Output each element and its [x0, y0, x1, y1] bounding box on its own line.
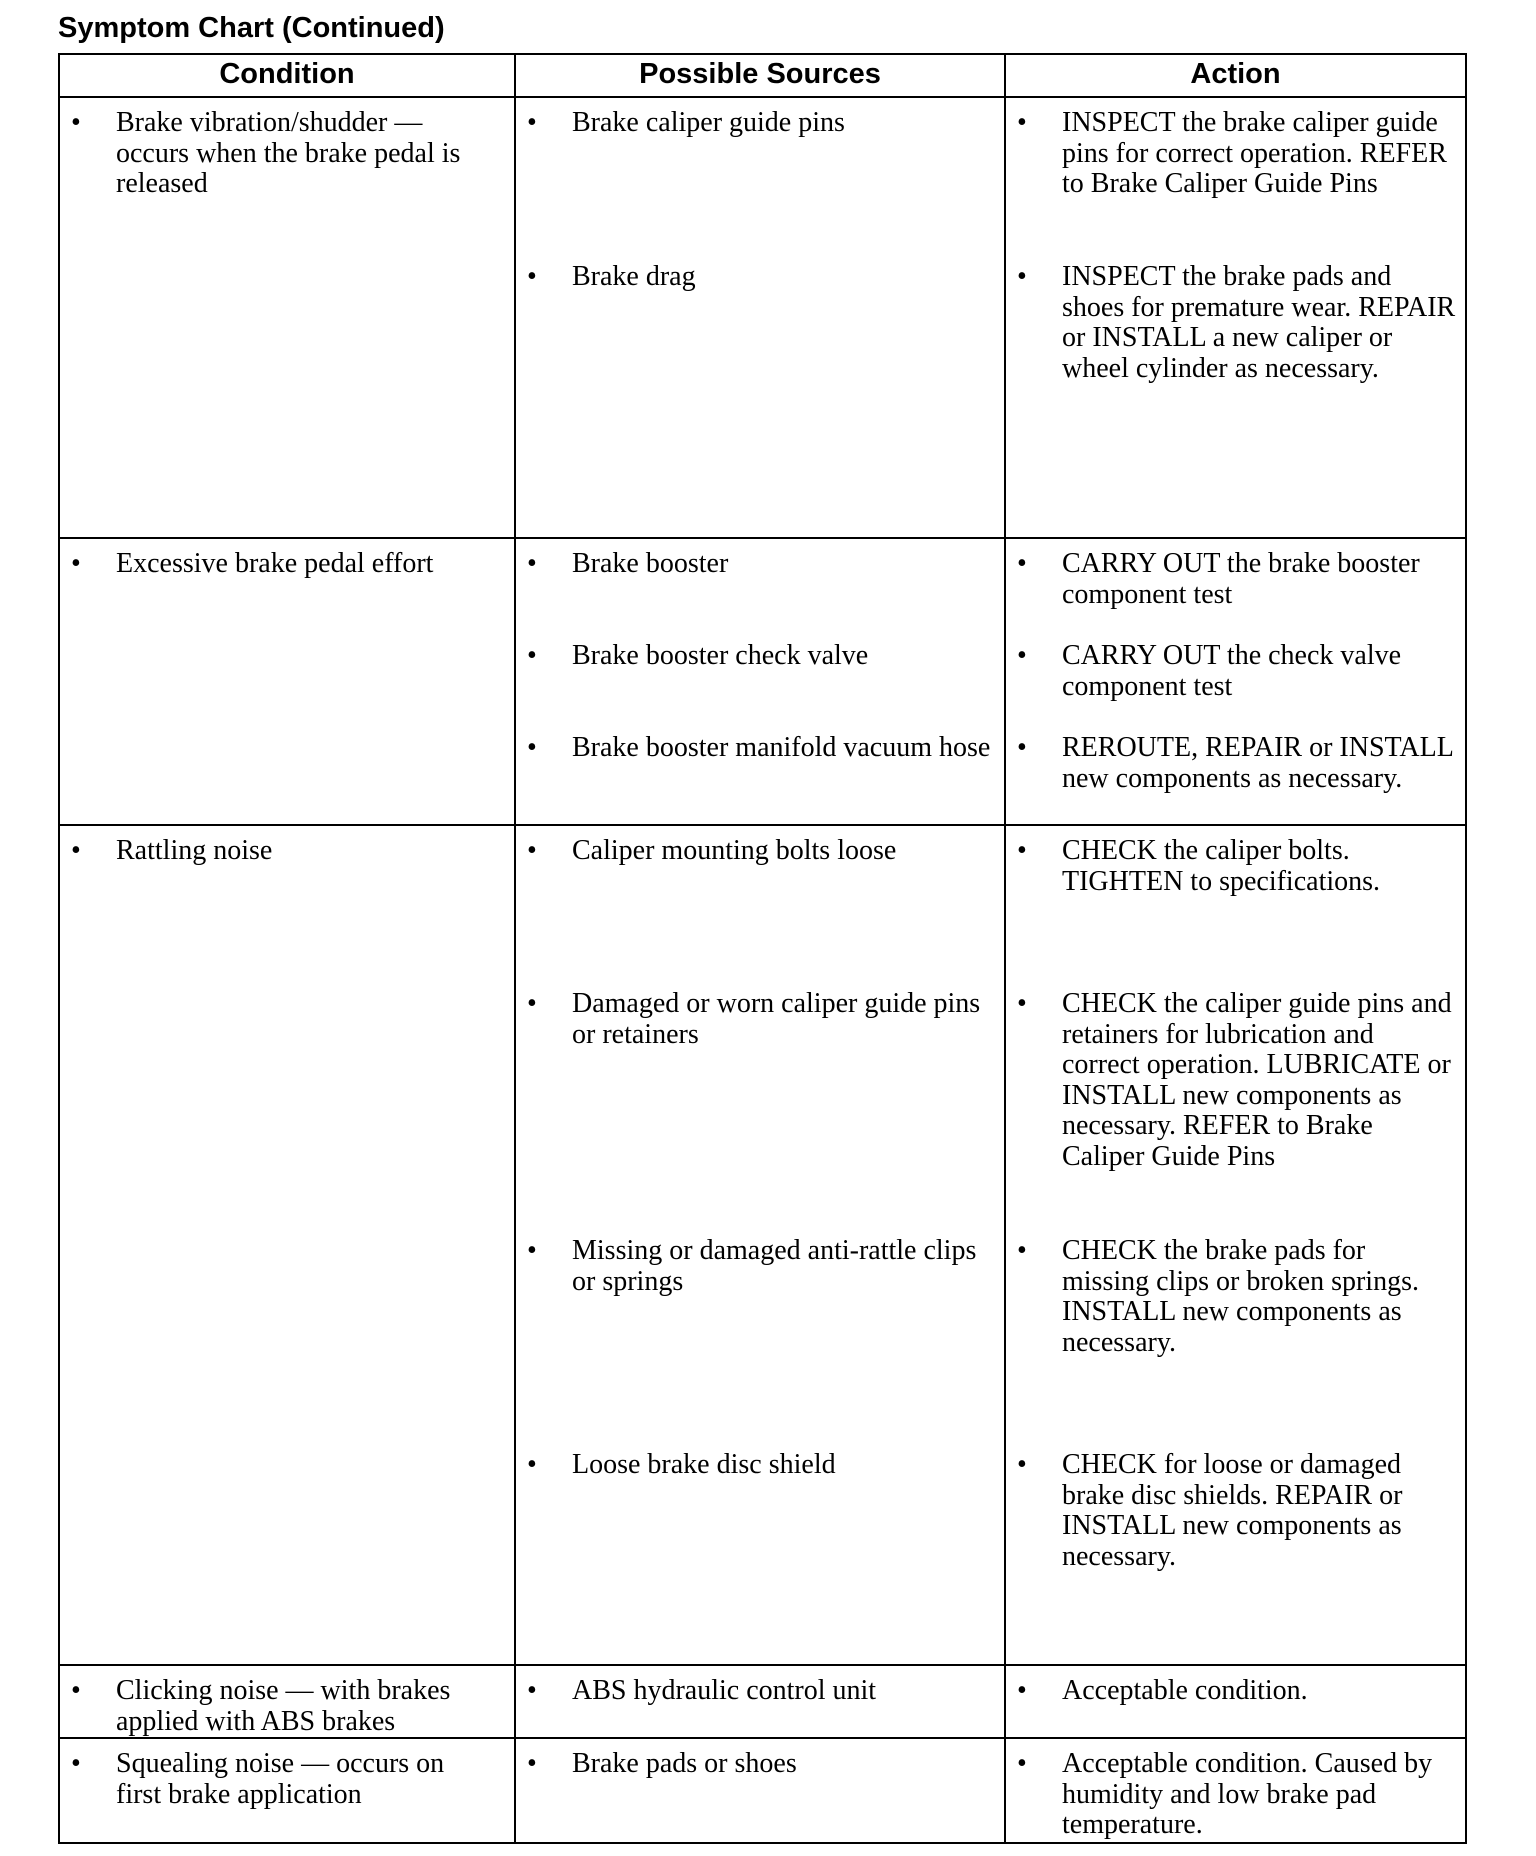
source-entry-text: Brake pads or shoes [572, 1748, 797, 1779]
header-condition: Condition [59, 54, 515, 97]
source-item [516, 1739, 1004, 1839]
action-item [1006, 826, 1465, 979]
source-entry-text: Damaged or worn caliper guide pins or retainers [572, 988, 981, 1050]
action-entry [1006, 723, 1465, 794]
bullet-icon: • [527, 548, 537, 579]
possible-sources-cell [515, 825, 1005, 1665]
bullet-icon: • [71, 107, 81, 138]
action-entry-text: INSPECT the brake caliper guide pins for correct operation. REFER to Brake Caliper Guide Pins [1062, 107, 1447, 199]
bullet-icon: • [1017, 988, 1027, 1019]
action-entry-text: REROUTE, REPAIR or INSTALL new components as necessary. [1062, 732, 1453, 794]
action-entry [1006, 1666, 1465, 1707]
source-entry-text: Loose brake disc shield [572, 1449, 836, 1480]
symptom-table [58, 53, 1467, 1844]
action-item [1006, 539, 1465, 631]
source-entry [516, 539, 1004, 580]
bullet-icon: • [1017, 732, 1027, 763]
source-entry-text: Brake booster [572, 548, 729, 579]
condition-entry [60, 826, 514, 867]
action-item [1006, 252, 1465, 532]
bullet-icon: • [71, 1675, 81, 1706]
action-item [1006, 1226, 1465, 1440]
bullet-icon: • [527, 107, 537, 138]
bullet-icon: • [1017, 1235, 1027, 1266]
action-cell [1005, 1665, 1466, 1738]
bullet-icon: • [527, 261, 537, 292]
action-item [1006, 1739, 1465, 1839]
action-cell [1005, 825, 1466, 1665]
condition-entry-text: Rattling noise [116, 835, 273, 866]
table-row [59, 825, 1466, 1665]
condition-entry [60, 1739, 514, 1810]
source-entry [516, 98, 1004, 139]
source-entry [516, 252, 1004, 293]
source-item [516, 1440, 1004, 1660]
bullet-icon: • [527, 640, 537, 671]
bullet-icon: • [527, 1449, 537, 1480]
bullet-icon: • [1017, 1449, 1027, 1480]
source-entry [516, 723, 1004, 764]
bullet-icon: • [1017, 261, 1027, 292]
action-item [1006, 1666, 1465, 1736]
action-entry-text: CHECK the caliper bolts. TIGHTEN to specifications. [1062, 835, 1381, 897]
source-entry-text: Missing or damaged anti-rattle clips or springs [572, 1235, 977, 1297]
condition-cell [59, 97, 515, 538]
action-entry [1006, 631, 1465, 702]
action-entry-text: CARRY OUT the check valve component test [1062, 640, 1402, 702]
condition-entry-text: Squealing noise — occurs on first brake application [116, 1748, 445, 1810]
source-item [516, 1226, 1004, 1440]
source-entry-text: Brake drag [572, 261, 696, 292]
action-cell [1005, 1738, 1466, 1843]
source-entry-text: ABS hydraulic control unit [572, 1675, 877, 1706]
action-item [1006, 631, 1465, 723]
source-item [516, 1666, 1004, 1736]
table-row [59, 97, 1466, 538]
source-item [516, 631, 1004, 723]
source-entry-text: Brake booster check valve [572, 640, 869, 671]
source-entry-text: Caliper mounting bolts loose [572, 835, 897, 866]
header-row [59, 54, 1466, 97]
bullet-icon: • [527, 988, 537, 1019]
action-entry [1006, 1739, 1465, 1841]
header-possible-sources: Possible Sources [515, 54, 1005, 97]
condition-entry [60, 98, 514, 200]
source-item [516, 98, 1004, 252]
source-entry-text: Brake booster manifold vacuum hose [572, 732, 991, 763]
action-entry [1006, 252, 1465, 384]
action-item [1006, 98, 1465, 252]
action-entry-text: CHECK the brake pads for missing clips or broken springs. INSTALL new components as necessary. [1062, 1235, 1419, 1358]
bullet-icon: • [1017, 548, 1027, 579]
bullet-icon: • [1017, 640, 1027, 671]
condition-entry-text: Excessive brake pedal effort [116, 548, 434, 579]
action-entry [1006, 826, 1465, 897]
page-title: Symptom Chart (Continued) [58, 12, 445, 44]
action-entry-text: CARRY OUT the brake booster component test [1062, 548, 1420, 610]
source-entry [516, 1440, 1004, 1481]
source-item [516, 723, 1004, 823]
source-entry-text: Brake caliper guide pins [572, 107, 845, 138]
condition-cell [59, 1738, 515, 1843]
action-item [1006, 979, 1465, 1226]
source-item [516, 252, 1004, 532]
header-action: Action [1005, 54, 1466, 97]
action-entry-text: CHECK for loose or damaged brake disc shields. REPAIR or INSTALL new components as necessary. [1062, 1449, 1403, 1572]
action-entry [1006, 98, 1465, 200]
action-entry [1006, 1226, 1465, 1358]
condition-cell [59, 1665, 515, 1738]
bullet-icon: • [71, 1748, 81, 1779]
bullet-icon: • [71, 548, 81, 579]
bullet-icon: • [527, 1748, 537, 1779]
source-entry [516, 1226, 1004, 1297]
condition-cell [59, 825, 515, 1665]
bullet-icon: • [527, 732, 537, 763]
source-entry [516, 1666, 1004, 1707]
source-entry [516, 1739, 1004, 1780]
table-row [59, 1665, 1466, 1738]
action-entry [1006, 539, 1465, 610]
action-entry-text: INSPECT the brake pads and shoes for premature wear. REPAIR or INSTALL a new caliper or wheel cylinder as necessary. [1062, 261, 1456, 384]
action-cell [1005, 97, 1466, 538]
bullet-icon: • [527, 1235, 537, 1266]
table-row [59, 1738, 1466, 1843]
bullet-icon: • [527, 1675, 537, 1706]
condition-cell [59, 538, 515, 825]
action-entry-text: CHECK the caliper guide pins and retainers for lubrication and correct operation. LUBRICATE or INSTALL new components as necessary. REFER to Brake Caliper Guide Pins [1062, 988, 1452, 1172]
possible-sources-cell [515, 1738, 1005, 1843]
action-cell [1005, 538, 1466, 825]
source-item [516, 539, 1004, 631]
condition-entry [60, 539, 514, 580]
source-entry [516, 826, 1004, 867]
action-item [1006, 1440, 1465, 1660]
action-item [1006, 723, 1465, 823]
bullet-icon: • [1017, 107, 1027, 138]
condition-entry-text: Clicking noise — with brakes applied with ABS brakes [116, 1675, 451, 1737]
action-entry-text: Acceptable condition. Caused by humidity and low brake pad temperature. [1062, 1748, 1433, 1840]
action-entry [1006, 1440, 1465, 1572]
action-entry-text: Acceptable condition. [1062, 1675, 1308, 1706]
bullet-icon: • [71, 835, 81, 866]
bullet-icon: • [1017, 1748, 1027, 1779]
possible-sources-cell [515, 538, 1005, 825]
source-item [516, 826, 1004, 979]
table-row [59, 538, 1466, 825]
source-entry [516, 631, 1004, 672]
bullet-icon: • [527, 835, 537, 866]
condition-entry-text: Brake vibration/shudder — occurs when the brake pedal is released [116, 107, 461, 199]
possible-sources-cell [515, 97, 1005, 538]
possible-sources-cell [515, 1665, 1005, 1738]
condition-entry [60, 1666, 514, 1737]
source-item [516, 979, 1004, 1226]
bullet-icon: • [1017, 1675, 1027, 1706]
source-entry [516, 979, 1004, 1050]
bullet-icon: • [1017, 835, 1027, 866]
action-entry [1006, 979, 1465, 1172]
